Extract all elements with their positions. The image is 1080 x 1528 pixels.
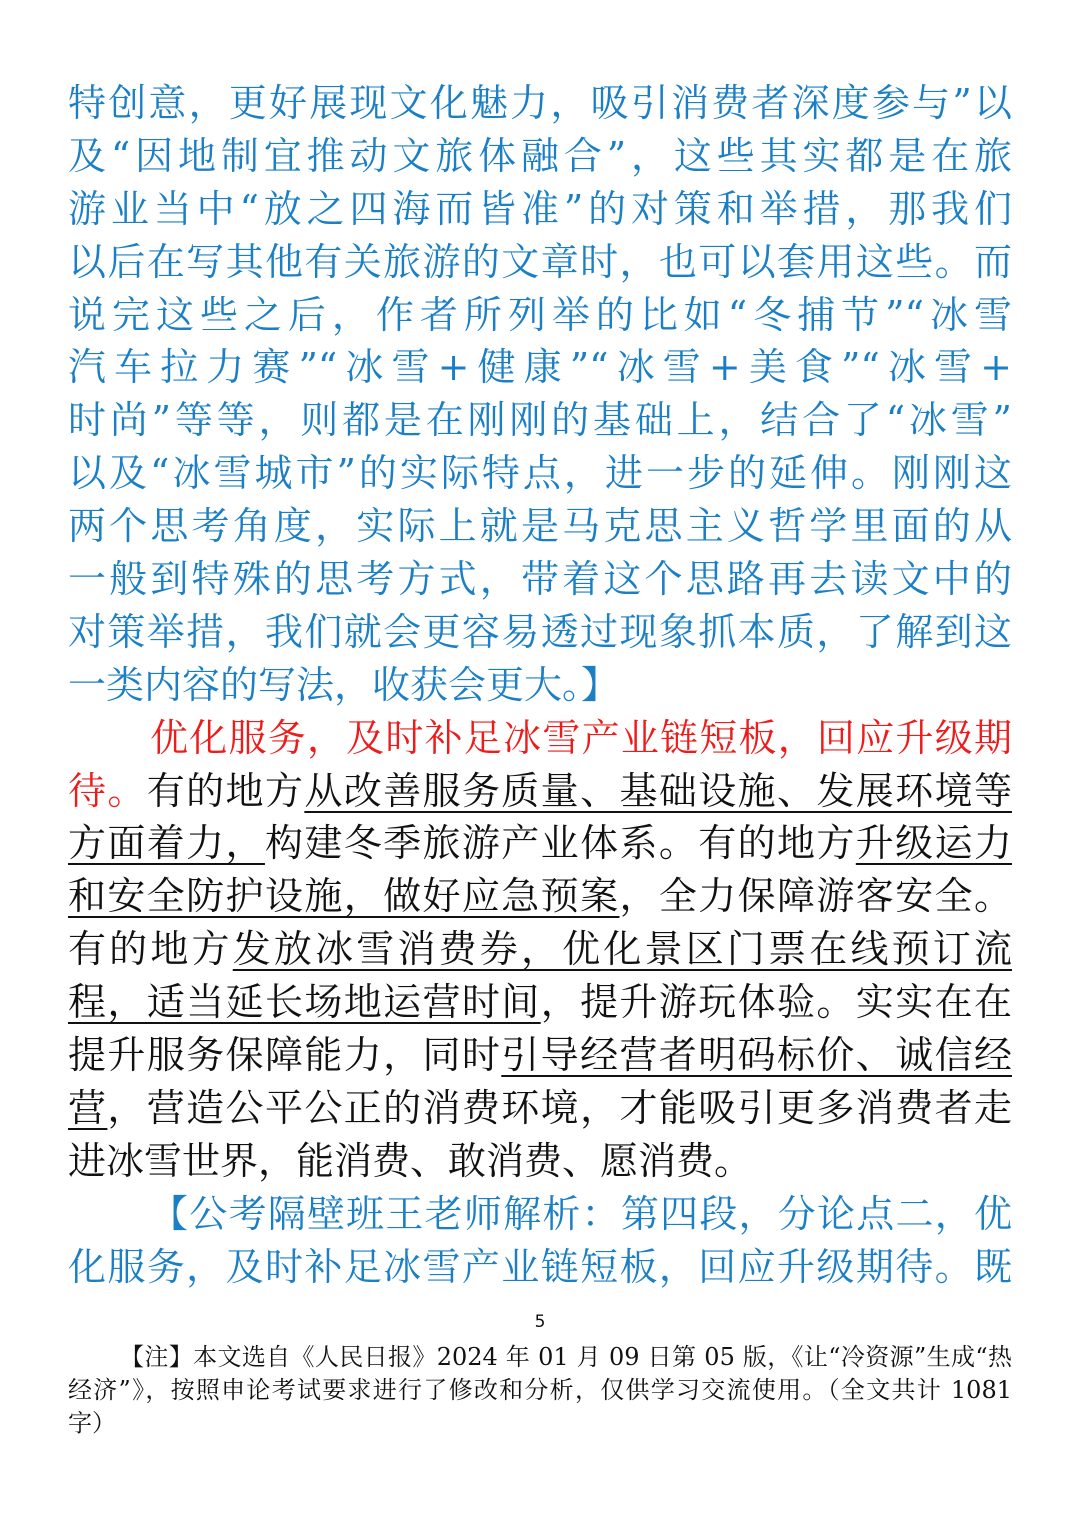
footnote-line: 【注】本文选自《人民日报》2024 年 01 月 09 日第 05 版，《让“冷资源”生成“热 xyxy=(120,1343,1012,1371)
body-text: 提升服务保障能力，同时 xyxy=(68,1033,502,1078)
analysis-text-line: 一类内容的写法，收获会更大。】 xyxy=(68,662,620,707)
body-text: 构建冬季旅游产业体系。有的地方 xyxy=(264,821,856,866)
analysis-text-line: 说完这些之后，作者所列举的比如“冬捕节”“冰雪 xyxy=(68,292,1012,337)
analysis-text-line: 两个思考角度，实际上就是马克思主义哲学里面的从 xyxy=(68,504,1012,549)
page-number: 5 xyxy=(534,1312,546,1332)
section-text-line xyxy=(68,765,1012,818)
underlined-text: 从改善服务质量、基础设施、发展环境等 xyxy=(304,768,1012,813)
section-heading-text: 优化服务，及时补足冰雪产业链短板，回应升级期 xyxy=(150,715,1012,760)
section-text-line xyxy=(68,817,1012,870)
underlined-text: 升级运力 xyxy=(855,821,1012,866)
body-text: ，营造公平公正的消费环境，才能吸引更多消费者走 xyxy=(107,1085,1012,1130)
analysis-text-line: 一般到特殊的思考方式，带着这个思路再去读文中的 xyxy=(68,557,1012,602)
section-text-line xyxy=(68,923,1012,976)
analysis-text-line: 【公考隔壁班王老师解析：第四段，分论点二，优 xyxy=(150,1191,1012,1236)
analysis-text-line: 及“因地制宜推动文旅体融合”，这些其实都是在旅 xyxy=(68,133,1012,178)
footnote-line: 字） xyxy=(68,1409,116,1437)
section-heading-text: 待。 xyxy=(68,768,147,813)
underlined-text: 程，适当延长场地运营时间 xyxy=(68,980,541,1025)
analysis-text-line: 时尚”等等，则都是在刚刚的基础上，结合了“冰雪” xyxy=(68,398,1012,443)
body-text: ，全力保障游客安全。 xyxy=(619,874,1012,919)
section-text-line xyxy=(68,712,1012,765)
section-text-line xyxy=(68,1082,1012,1135)
underlined-text: 发放冰雪消费券，优化景区门票在线预订流 xyxy=(232,927,1012,972)
body-text: 进冰雪世界，能消费、敢消费、愿消费。 xyxy=(68,1138,753,1183)
underlined-text: 和安全防护设施，做好应急预案 xyxy=(68,874,620,919)
analysis-text-line: 游业当中“放之四海而皆准”的对策和举措，那我们 xyxy=(68,186,1012,231)
body-text: ，提升游玩体验。实实在在 xyxy=(540,980,1012,1025)
analysis-text-line: 特创意，更好展现文化魅力，吸引消费者深度参与”以 xyxy=(68,81,1012,125)
underlined-text: 方面着力， xyxy=(68,821,265,866)
analysis-text-line: 化服务，及时补足冰雪产业链短板，回应升级期待。既 xyxy=(68,1244,1012,1289)
section-text-line xyxy=(68,976,1012,1029)
analysis-text-line: 汽车拉力赛”“冰雪+健康”“冰雪+美食”“冰雪+ xyxy=(68,345,1012,390)
analysis-text-line: 以后在写其他有关旅游的文章时，也可以套用这些。而 xyxy=(68,239,1012,284)
footnote xyxy=(68,1341,1012,1440)
section-text-line xyxy=(68,870,1012,923)
footnote-line: 经济”》，按照申论考试要求进行了修改和分析，仅供学习交流使用。（全文共计 1081 xyxy=(68,1376,1012,1404)
underlined-text: 引导经营者明码标价、诚信经 xyxy=(501,1033,1012,1078)
section-text-line xyxy=(68,1135,1012,1188)
section-text-line xyxy=(68,1029,1012,1082)
body-text: 有的地方 xyxy=(146,768,305,813)
article-body xyxy=(68,77,1012,1293)
analysis-text-line: 对策举措，我们就会更容易透过现象抓本质，了解到这 xyxy=(68,609,1012,654)
analysis-text-line: 以及“冰雪城市”的实际特点，进一步的延伸。刚刚这 xyxy=(68,451,1012,496)
underlined-text: 营 xyxy=(68,1085,108,1130)
body-text: 有的地方 xyxy=(68,927,233,972)
